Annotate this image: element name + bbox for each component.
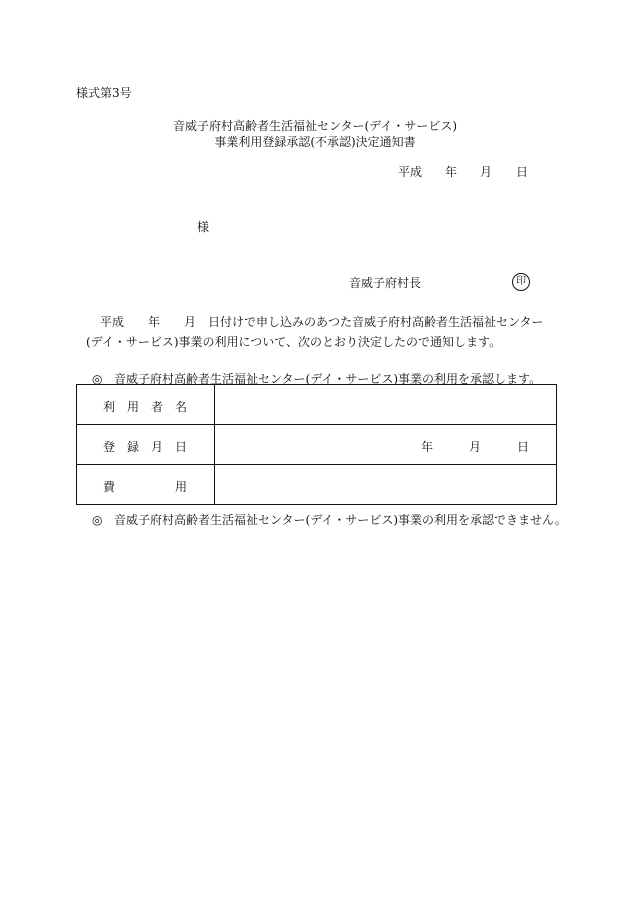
label-char: 日 — [175, 440, 188, 454]
approve-text: 音威子府村高齢者生活福祉センター(デイ・サービス)事業の利用を承認します。 — [114, 372, 542, 386]
issue-date-year: 年 — [445, 165, 458, 179]
seal-mark: 印 — [512, 273, 530, 291]
user-name-label — [77, 385, 215, 425]
registration-date-month: 月 — [469, 440, 482, 454]
table-row — [77, 385, 557, 425]
registration-date-day: 日 — [517, 440, 530, 454]
user-name-field[interactable] — [215, 385, 557, 425]
fee-field[interactable] — [215, 465, 557, 505]
registration-date-label — [77, 425, 215, 465]
details-table — [76, 384, 557, 505]
registration-date-year: 年 — [421, 440, 434, 454]
body-line1: 日付けで申し込みのあつた音威子府村高齢者生活福祉センター — [208, 315, 544, 329]
table-row — [77, 425, 557, 465]
label-char: 月 — [151, 440, 164, 454]
document-title-line2: 事業利用登録承認(不承認)決定通知書 — [214, 135, 416, 149]
body-line2: (デイ・サービス)事業の利用について、次のとおり決定したので通知します。 — [86, 335, 502, 349]
label-char: 登 — [103, 440, 116, 454]
double-circle-icon: ◎ — [92, 372, 103, 386]
label-char: 利 — [103, 400, 116, 414]
registration-date-field[interactable] — [215, 425, 557, 465]
label-char: 録 — [127, 440, 140, 454]
label-char: 者 — [151, 400, 164, 414]
double-circle-icon: ◎ — [92, 513, 103, 527]
label-char: 費 — [103, 480, 116, 494]
issue-date-era: 平成 — [398, 165, 423, 179]
form-number: 様式第3号 — [76, 86, 132, 100]
document-title-line1: 音威子府村高齢者生活福祉センター(デイ・サービス) — [172, 119, 458, 133]
reject-text: 音威子府村高齢者生活福祉センター(デイ・サービス)事業の利用を承認できません。 — [114, 513, 567, 527]
body-month: 月 — [184, 315, 197, 329]
issue-date-day: 日 — [516, 165, 529, 179]
addressee-suffix: 様 — [197, 220, 210, 234]
label-char: 用 — [127, 400, 140, 414]
issue-date-month: 月 — [480, 165, 493, 179]
body-era: 平成 — [100, 315, 125, 329]
table-row — [77, 465, 557, 505]
body-year: 年 — [148, 315, 161, 329]
issuer-name: 音威子府村長 — [349, 276, 422, 290]
fee-label — [77, 465, 215, 505]
label-char: 名 — [175, 400, 188, 414]
label-char: 用 — [175, 480, 188, 494]
reject-statement — [92, 511, 567, 528]
